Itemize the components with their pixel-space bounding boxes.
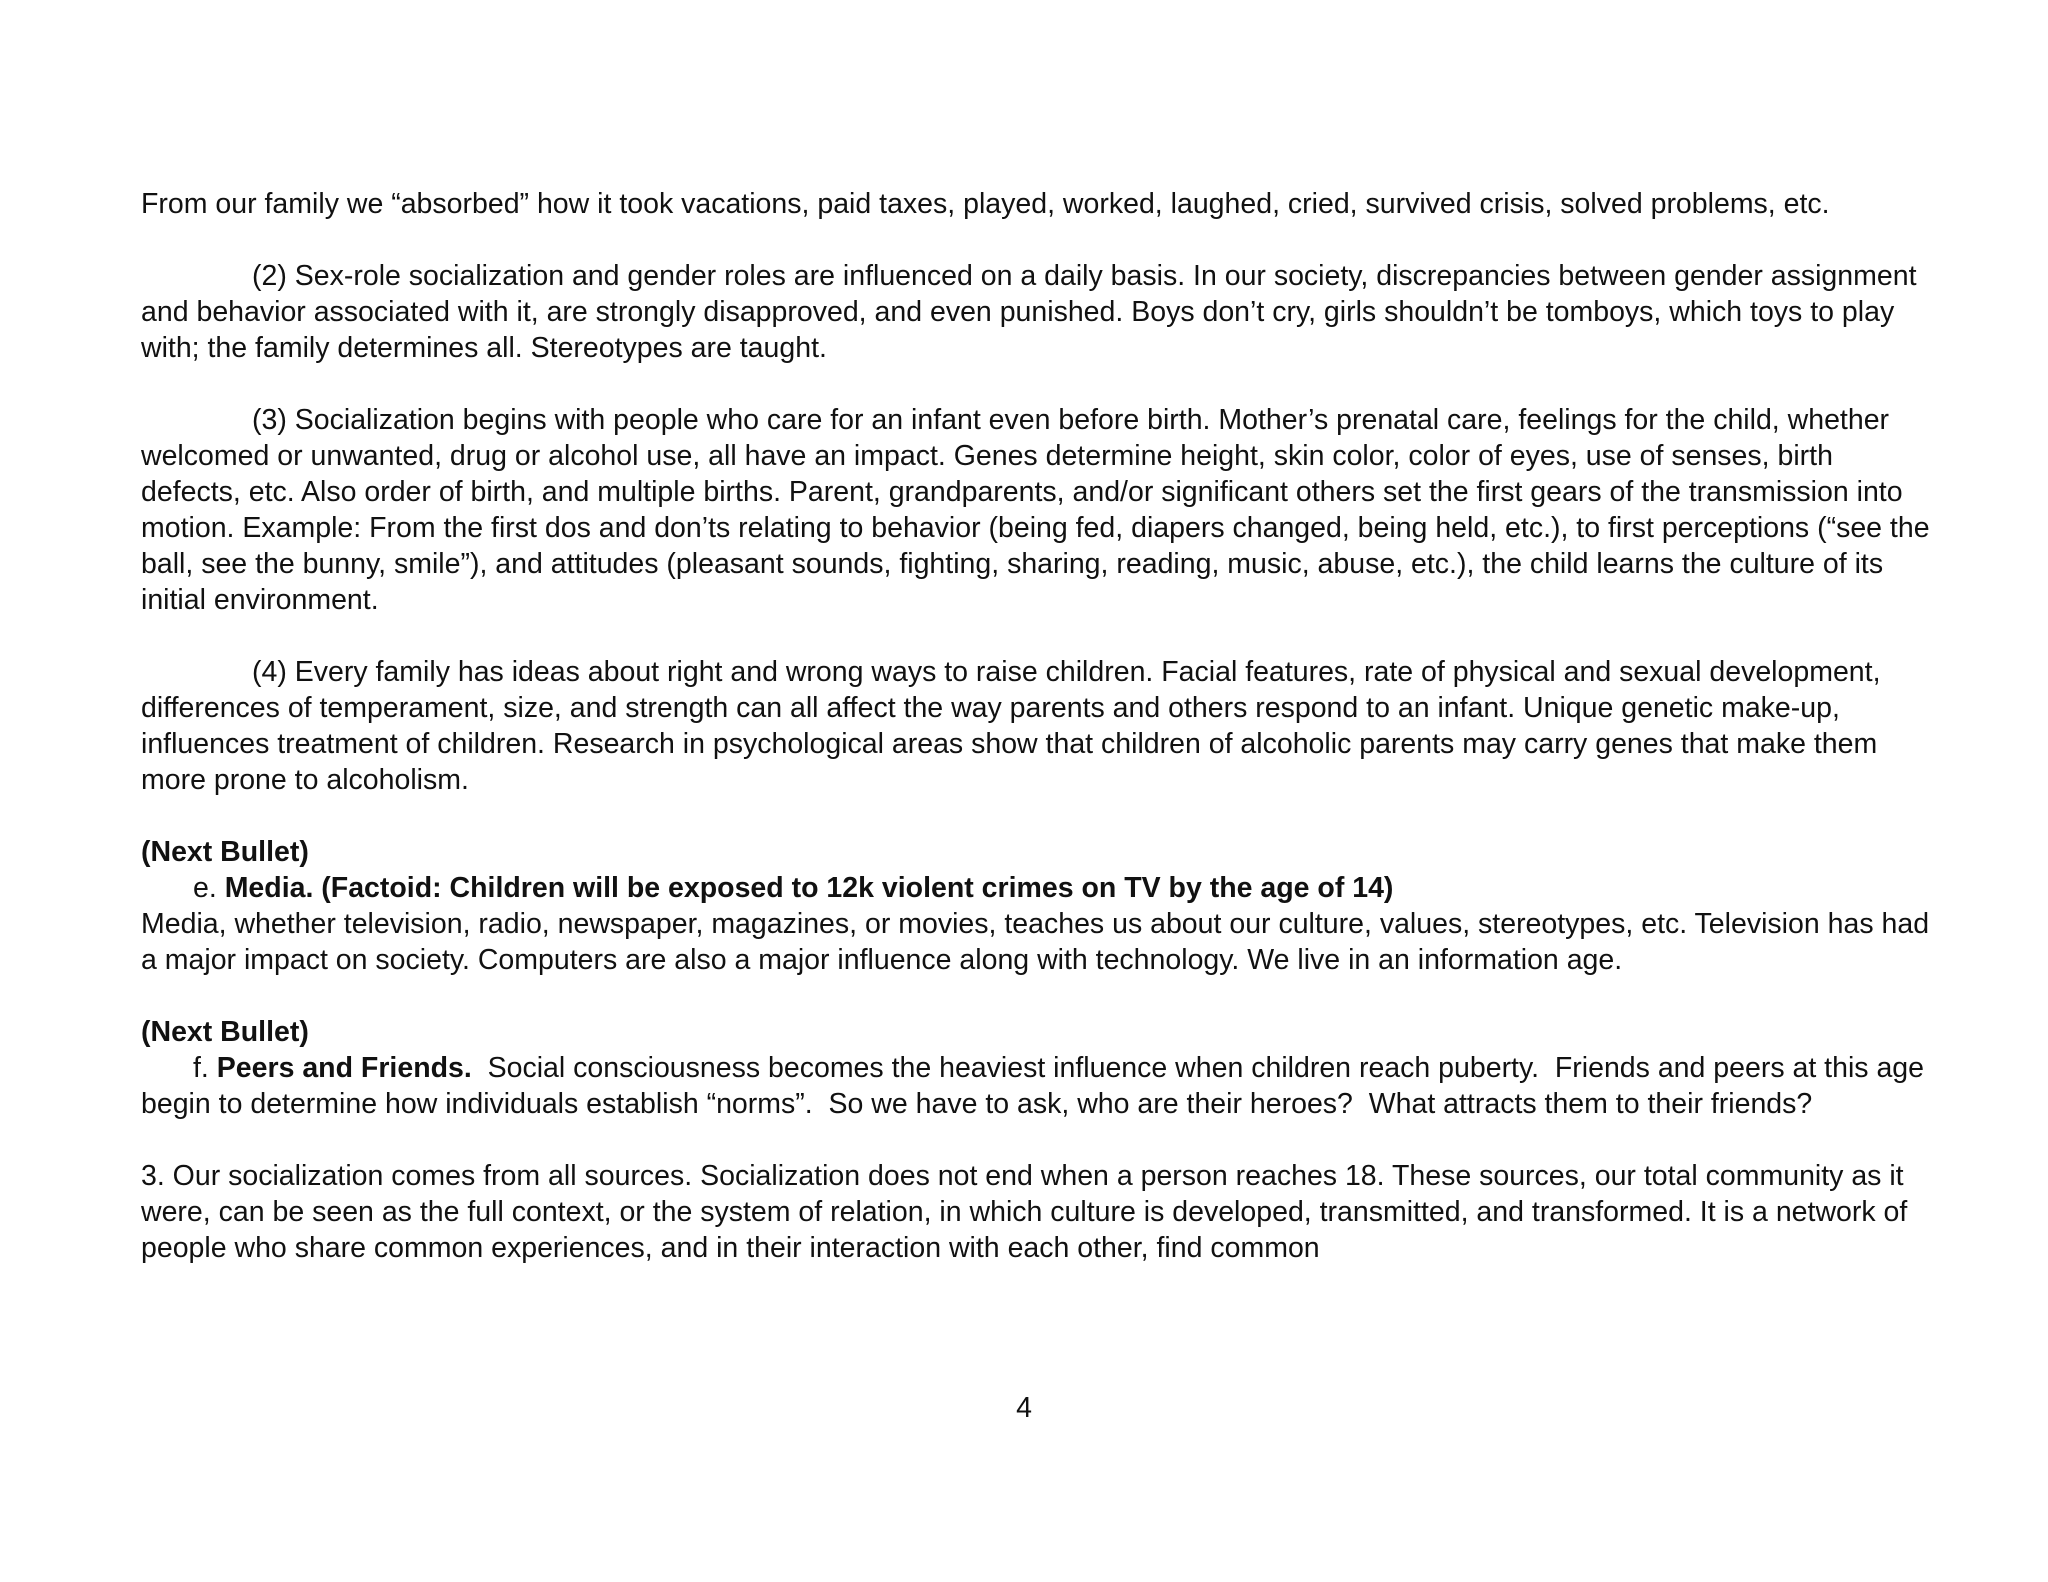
- document-body: [141, 186, 1931, 1266]
- family-ideas-paragraph: (4) Every family has ideas about right and wrong ways to raise children. Facial features, rate of physical and sexual development, differences of temperament, size, and strength can all affect the way parents and others respond to an infant. Unique genetic make-up, influences treatment of children. Research in psychological areas show that children of alcoholic parents may carry genes that make them more prone to alcoholism.: [141, 656, 1881, 796]
- next-bullet-heading: (Next Bullet): [141, 836, 309, 868]
- media-section: [141, 834, 1931, 978]
- media-title: Media. (Factoid: Children will be exposed to 12k violent crimes on TV by the age of 14): [224, 872, 1394, 904]
- peers-bullet-marker: f.: [193, 1052, 217, 1084]
- socialization-birth-paragraph: (3) Socialization begins with people who care for an infant even before birth. Mother’s prenatal care, feelings for the child, whether welcomed or unwanted, drug or alcohol use, all have an impact. Genes determine height, skin color, color of eyes, use of senses, birth defects, etc. Also order of birth, and multiple births. Parent, grandparents, and/or significant others set the first gears of the transmission into motion. Example: From the first dos and don’ts relating to behavior (being fed, diapers changed, being held, etc.), to first perceptions (“see the ball, see the bunny, smile”), and attitudes (pleasant sounds, fighting, sharing, reading, music, abuse, etc.), the child learns the culture of its initial environment.: [141, 404, 1930, 616]
- family-absorbed-paragraph: From our family we “absorbed” how it took vacations, paid taxes, played, worked, laughed, cried, survived crisis, solved problems, etc.: [141, 188, 1830, 220]
- peers-body: Social consciousness becomes the heaviest influence when children reach puberty. Friends and peers at this age begin to determine how individuals establish “norms”. So we have to ask, who are their heroes? What attracts them to their friends?: [141, 1052, 1932, 1120]
- sex-role-paragraph: (2) Sex-role socialization and gender roles are influenced on a daily basis. In our society, discrepancies between gender assignment and behavior associated with it, are strongly disapproved, and even punished. Boys don’t cry, girls shouldn’t be tomboys, which toys to play with; the family determines all. Stereotypes are taught.: [141, 260, 1917, 364]
- media-bullet-marker: e.: [193, 872, 225, 904]
- next-bullet-heading: (Next Bullet): [141, 1016, 309, 1048]
- peers-paragraph: [141, 1050, 1931, 1122]
- peers-section: [141, 1014, 1931, 1122]
- media-body-paragraph: Media, whether television, radio, newspaper, magazines, or movies, teaches us about our culture, values, stereotypes, etc. Television has had a major impact on society. Computers are also a major influence along with technology. We live in an information age.: [141, 908, 1930, 976]
- peers-title: Peers and Friends.: [216, 1052, 472, 1084]
- media-bullet-line: [141, 870, 1931, 906]
- sources-paragraph: 3. Our socialization comes from all sources. Socialization does not end when a person reaches 18. These sources, our total community as it were, can be seen as the full context, or the system of relation, in which culture is developed, transmitted, and transformed. It is a network of people who share common experiences, and in their interaction with each other, find common: [141, 1160, 1908, 1264]
- page-number: 4: [1016, 1392, 1032, 1424]
